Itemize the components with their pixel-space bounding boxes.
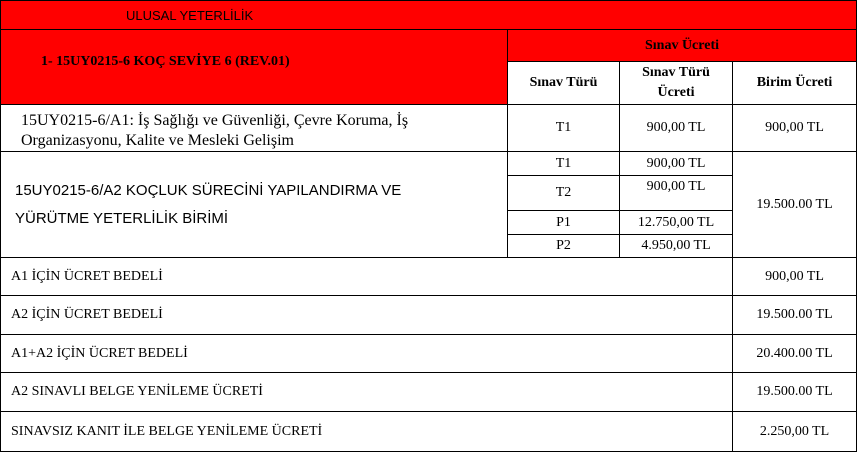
- total-a1-label: A1 İÇİN ÜCRET BEDELİ: [0, 257, 733, 296]
- unit-a2-exam-fee-1: 900,00 TL: [619, 151, 733, 176]
- total-a1-a2-value: 20.400.00 TL: [732, 334, 857, 373]
- table-title: ULUSAL YETERLİLİK: [0, 0, 857, 30]
- renewal-exam-value: 19.500.00 TL: [732, 372, 857, 412]
- unit-a2-exam-fee-2: 900,00 TL: [619, 175, 733, 211]
- unit-fee-header: Birim Ücreti: [732, 61, 857, 105]
- unit-a2-exam-type-4: P2: [507, 234, 620, 258]
- qualification-title: 1- 15UY0215-6 KOÇ SEVİYE 6 (REV.01): [0, 29, 508, 105]
- unit-a1-exam-fee: 900,00 TL: [619, 104, 733, 152]
- unit-a2-name: 15UY0215-6/A2 KOÇLUK SÜRECİNİ YAPILANDIRMA VE YÜRÜTME YETERLİLİK BİRİMİ: [0, 151, 508, 258]
- unit-a2-unit-fee: 19.500.00 TL: [732, 151, 857, 258]
- exam-type-fee-header: Sınav Türü Ücreti: [619, 61, 733, 105]
- total-a1-a2-label: A1+A2 İÇİN ÜCRET BEDELİ: [0, 334, 733, 373]
- unit-a2-exam-type-3: P1: [507, 210, 620, 235]
- unit-a2-exam-fee-3: 12.750,00 TL: [619, 210, 733, 235]
- unit-a1-name: 15UY0215-6/A1: İş Sağlığı ve Güvenliği, Çevre Koruma, İş Organizasyonu, Kalite ve Mesleki Gelişim: [0, 104, 508, 152]
- renewal-evidence-value: 2.250,00 TL: [732, 411, 857, 452]
- unit-a2-exam-fee-4: 4.950,00 TL: [619, 234, 733, 258]
- unit-a1-exam-type: T1: [507, 104, 620, 152]
- exam-fee-header: Sınav Ücreti: [507, 29, 857, 62]
- exam-type-header: Sınav Türü: [507, 61, 620, 105]
- total-a2-label: A2 İÇİN ÜCRET BEDELİ: [0, 295, 733, 335]
- renewal-evidence-label: SINAVSIZ KANIT İLE BELGE YENİLEME ÜCRETİ: [0, 411, 733, 452]
- total-a1-value: 900,00 TL: [732, 257, 857, 296]
- unit-a2-exam-type-2: T2: [507, 175, 620, 211]
- unit-a2-exam-type-1: T1: [507, 151, 620, 176]
- unit-a1-unit-fee: 900,00 TL: [732, 104, 857, 152]
- total-a2-value: 19.500.00 TL: [732, 295, 857, 335]
- renewal-exam-label: A2 SINAVLI BELGE YENİLEME ÜCRETİ: [0, 372, 733, 412]
